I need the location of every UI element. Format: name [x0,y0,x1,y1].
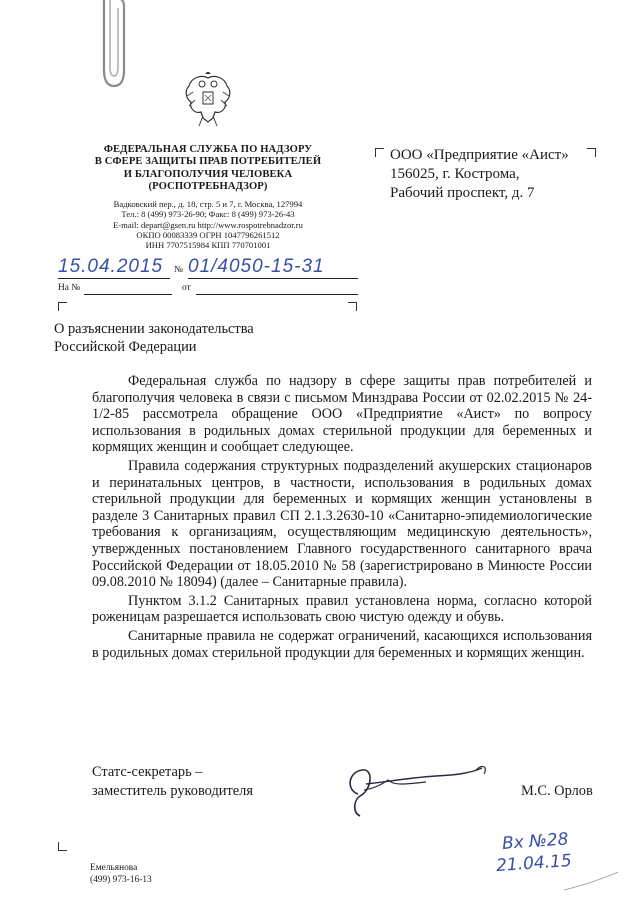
body-paragraph: Федеральная служба по надзору в сфере защиты прав потребителей и благополучия человека в связи с письмом Минздрава России от 02.02.2015 № 24-1/2-85 рассмотрела обращение ООО «Предприятие «Аист» по вопросу использования в родильных домах стерильной продукции для беременных и кормящих женщин и сообщает следующее. [92,373,592,456]
recipient-address [390,146,569,203]
reference-from-label: от [182,283,191,293]
reference-line [58,283,358,297]
paper-clip-icon [92,0,132,92]
executor-corner [58,842,67,851]
recipient-city: 156025, г. Кострома, [390,166,520,182]
letter-subject [54,320,254,356]
registration-line [58,256,358,280]
agency-heading-line: И БЛАГОПОЛУЧИЯ ЧЕЛОВЕКА [123,168,293,180]
letter-body [92,373,592,663]
handwritten-signature [336,760,496,820]
reference-date-blank [196,294,358,295]
recipient-street: Рабочий проспект, д. 7 [390,185,535,201]
executor-name: Емельянова [90,863,138,873]
registration-number: 01/4050-15-31 [188,256,358,279]
executor-phone: (499) 973-16-13 [90,875,152,885]
incoming-date: 21.04.15 [495,850,573,877]
executor-info [90,862,152,886]
pen-mark-icon [560,870,620,894]
registration-date: 15.04.2015 [58,256,170,279]
coat-of-arms-icon [181,72,235,130]
recipient-corner-left [375,148,384,157]
reference-label: На № [58,283,81,293]
agency-heading-line: (РОСПОТРЕБНАДЗОР) [148,181,268,193]
signatory-name: М.С. Орлов [521,783,593,799]
agency-address: Вадковский пер., д. 18, стр. 5 и 7, г. Москва, 127994 [113,199,303,209]
agency-inn: ИНН 7707515984 КПП 770701001 [145,240,271,251]
recipient-name: ООО «Предприятие «Аист» [390,147,569,163]
subject-line: Российской Федерации [54,339,197,355]
reference-number-blank [84,294,172,295]
registration-number-label: № [174,265,183,275]
subject-line: О разъяснении законодательства [54,321,254,337]
agency-heading [58,144,358,194]
agency-heading-line: ФЕДЕРАЛЬНАЯ СЛУЖБА ПО НАДЗОРУ [103,144,313,155]
body-paragraph: Пунктом 3.1.2 Санитарных правил установлена норма, согласно которой роженицам разрешается использовать свою чистую одежду и обувь. [92,592,592,626]
signatory-position [92,763,253,801]
agency-contacts [58,199,358,250]
body-paragraph: Правила содержания структурных подразделений акушерских стационаров и перинатальных центров, в частности, использования в родильных домах стерильной продукции для беременных и кормящих женщин установлены в разделе 3 Санитарных правил СП 2.1.3.2630-10 «Санитарно-эпидемиологические требования к организациям, осуществляющим медицинскую деятельность», утвержденных постановлением Главного государственного санитарного врача Российской Федерации от 18.05.2010 № 58 (зарегистрировано в Минюсте России 09.08.2010 № 18094) (далее – Санитарные правила). [92,457,592,591]
incoming-number: Вх №28 [501,829,570,854]
subject-corner-right [348,302,357,311]
agency-email: E-mail: depart@gsen.ru http://www.rospotrebnadzor.ru [113,219,303,230]
body-paragraph: Санитарные правила не содержат ограничений, касающихся использования в родильных домах стерильной продукции для беременных и кормящих женщин. [92,627,592,661]
agency-phone: Тел.: 8 (499) 973-26-90; Факс: 8 (499) 973-26-43 [121,209,295,220]
agency-okpo: ОКПО 00083339 ОГРН 1047796261512 [136,229,280,240]
recipient-corner-right [587,148,596,157]
signatory-title: заместитель руководителя [92,783,253,799]
subject-corner-left [58,302,67,311]
signatory-title: Статс-секретарь – [92,764,203,780]
agency-heading-line: В СФЕРЕ ЗАЩИТЫ ПРАВ ПОТРЕБИТЕЛЕЙ [94,156,322,168]
